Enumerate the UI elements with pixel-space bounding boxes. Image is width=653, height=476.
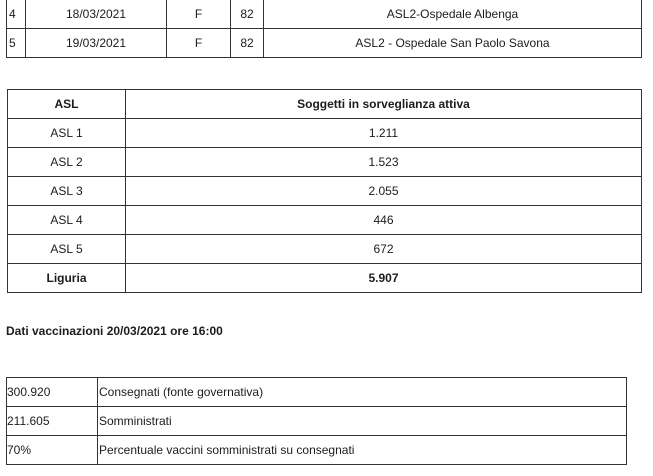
subjects-count: 672 — [126, 235, 642, 264]
asl-name: ASL 4 — [8, 206, 126, 235]
vaccination-value: 211.605 — [7, 407, 98, 436]
table-row — [8, 235, 642, 264]
table-row — [8, 119, 642, 148]
vaccination-label: Percentuale vaccini somministrati su consegnati — [98, 436, 627, 465]
case-number: 4 — [7, 0, 26, 29]
table-row — [8, 206, 642, 235]
case-hospital: ASL2 - Ospedale San Paolo Savona — [264, 29, 642, 58]
vaccination-label: Somministrati — [98, 407, 627, 436]
asl-name: ASL 2 — [8, 148, 126, 177]
case-sex: F — [167, 0, 231, 29]
asl-name: ASL 3 — [8, 177, 126, 206]
case-number: 5 — [7, 29, 26, 58]
asl-name: ASL 5 — [8, 235, 126, 264]
case-age: 82 — [231, 0, 264, 29]
table-row — [7, 378, 627, 407]
table-row — [7, 436, 627, 465]
table-row — [8, 177, 642, 206]
column-header-asl: ASL — [8, 90, 126, 119]
total-label: Liguria — [8, 264, 126, 293]
case-sex: F — [167, 29, 231, 58]
asl-name: ASL 1 — [8, 119, 126, 148]
table-row — [7, 407, 627, 436]
table-header-row — [8, 90, 642, 119]
cases-table — [6, 0, 642, 58]
case-date: 19/03/2021 — [26, 29, 167, 58]
vaccination-table — [6, 377, 627, 465]
case-hospital: ASL2-Ospedale Albenga — [264, 0, 642, 29]
vaccination-value: 70% — [7, 436, 98, 465]
case-date: 18/03/2021 — [26, 0, 167, 29]
subjects-count: 446 — [126, 206, 642, 235]
vaccination-value: 300.920 — [7, 378, 98, 407]
subjects-count: 2.055 — [126, 177, 642, 206]
table-row — [7, 0, 642, 29]
vaccination-heading: Dati vaccinazioni 20/03/2021 ore 16:00 — [6, 324, 223, 338]
table-row — [8, 148, 642, 177]
vaccination-label: Consegnati (fonte governativa) — [98, 378, 627, 407]
subjects-count: 1.523 — [126, 148, 642, 177]
total-count: 5.907 — [126, 264, 642, 293]
case-age: 82 — [231, 29, 264, 58]
table-total-row — [8, 264, 642, 293]
surveillance-table — [7, 89, 642, 293]
table-row — [7, 29, 642, 58]
subjects-count: 1.211 — [126, 119, 642, 148]
column-header-subjects: Soggetti in sorveglianza attiva — [126, 90, 642, 119]
